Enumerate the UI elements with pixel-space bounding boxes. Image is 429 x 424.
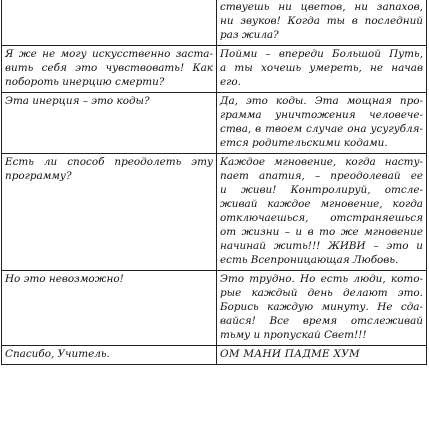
question-line: Но это невозможно!	[5, 273, 124, 285]
table-row	[2, 93, 427, 154]
table-row	[2, 271, 427, 346]
answer-line: вайся! Все время отслеживай	[220, 315, 423, 327]
answer-line: тьму и пропускай Свет!!!	[220, 329, 367, 341]
answer-line: грамма уничтожения человече-	[220, 109, 423, 121]
answer-line: его.	[220, 76, 241, 88]
answer-cell	[217, 46, 427, 93]
answer-line: Борись каждую минуту. Не сда-	[220, 301, 423, 313]
answer-line: есть Всепроницающая Любовь.	[220, 254, 399, 266]
answer-line: пает апатия, – преодолевай ее	[220, 170, 423, 182]
answer-cell	[217, 346, 427, 365]
dialogue-table	[1, 0, 427, 365]
answer-cell	[217, 0, 427, 46]
table-row	[2, 46, 427, 93]
answer-cell	[217, 271, 427, 346]
table-row	[2, 154, 427, 271]
question-line: Эта инерция – это коды?	[5, 95, 150, 107]
question-cell	[2, 0, 217, 46]
mantra-line: ОМ МАНИ ПАДМЕ ХУМ	[220, 348, 360, 360]
question-line: Есть ли способ преодолеть эту	[5, 156, 213, 168]
question-cell	[2, 93, 217, 154]
answer-line: Да, это коды. Эта мощная про-	[220, 95, 423, 107]
answer-line: отключаешься, отстраняешься	[220, 212, 423, 224]
question-line: вить себя это чувствовать! Как	[5, 62, 213, 74]
answer-line: раз жила?	[220, 29, 279, 41]
table-row	[2, 346, 427, 365]
question-line: побороть инерцию смерти?	[5, 76, 165, 88]
question-cell	[2, 154, 217, 271]
dialogue-page	[1, 0, 427, 365]
answer-cell	[217, 154, 427, 271]
question-cell	[2, 346, 217, 365]
answer-line: ется родительскими кодами.	[220, 137, 388, 149]
answer-line: ства, в твоем случае она усугубля-	[220, 123, 423, 135]
answer-line: а ты хочешь умереть, не начав	[220, 62, 423, 74]
answer-line: ствуешь ни цветов, ни запахов,	[220, 1, 423, 13]
answer-line: Пойми – впереди Большой Путь,	[220, 48, 423, 60]
question-line: Я же не могу искусственно заста-	[5, 48, 213, 60]
answer-line: и живи! Контролируй, отсле-	[220, 184, 423, 196]
answer-line: от жизни – и в то же мгновение	[220, 226, 423, 238]
answer-line: живай каждое мгновение, когда	[220, 198, 423, 210]
table-row	[2, 0, 427, 46]
question-line: программу?	[5, 170, 72, 182]
answer-line: начинай жить!!! ЖИВИ – это и	[220, 240, 423, 252]
answer-line: ни звуков! Когда ты в последний	[220, 15, 423, 27]
answer-line: Каждое мгновение, когда насту-	[220, 156, 423, 168]
answer-line: Это трудно. Но есть люди, кото-	[220, 273, 423, 285]
question-cell	[2, 46, 217, 93]
question-cell	[2, 271, 217, 346]
answer-cell	[217, 93, 427, 154]
question-line: Спасибо, Учитель.	[5, 348, 110, 360]
answer-line: рые каждый день делают это.	[220, 287, 423, 299]
